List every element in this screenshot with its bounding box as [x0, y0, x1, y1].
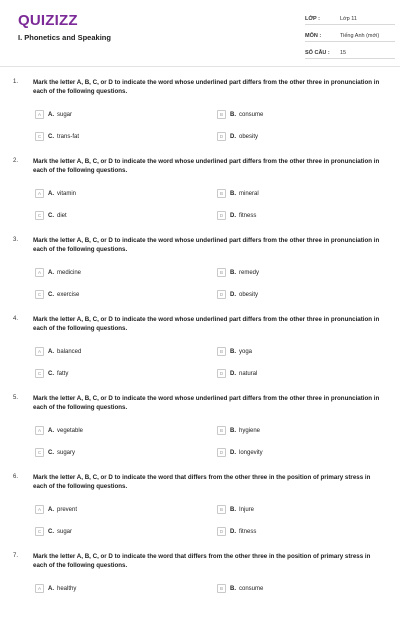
option-box: D [217, 369, 226, 378]
option-c[interactable] [35, 290, 79, 299]
option-letter: C. [48, 449, 54, 456]
option-b[interactable] [217, 189, 259, 198]
question-1 [0, 77, 400, 156]
option-letter: D. [230, 133, 236, 140]
question-text: Mark the letter A, B, C, or D to indicate the word whose underlined part differs from the other three in pronunciation in each of the following questions. [33, 395, 380, 411]
option-a[interactable] [35, 189, 76, 198]
option-letter: A. [48, 348, 54, 355]
option-a[interactable] [35, 426, 83, 435]
option-a[interactable] [35, 268, 81, 277]
option-letter: D. [230, 528, 236, 535]
meta-label: MÔN : [305, 33, 322, 39]
option-c[interactable] [35, 448, 75, 457]
option-box: C [35, 211, 44, 220]
option-c[interactable] [35, 211, 67, 220]
option-d[interactable] [217, 527, 256, 536]
question-5 [0, 393, 400, 472]
option-text: obesity [239, 133, 259, 140]
option-text: sugary [57, 449, 76, 456]
question-number: 7. [13, 553, 19, 559]
option-letter: A. [48, 190, 54, 197]
option-text: yoga [239, 348, 253, 355]
option-d[interactable] [217, 369, 257, 378]
question-2 [0, 156, 400, 235]
option-text: vegetable [57, 427, 84, 434]
worksheet-meta [305, 14, 395, 65]
option-box: A [35, 268, 44, 277]
header-divider [0, 66, 400, 67]
question-text: Mark the letter A, B, C, or D to indicate the word whose underlined part differs from the other three in pronunciation in each of the following questions. [33, 316, 380, 332]
option-letter: B. [230, 585, 236, 592]
option-text: Injure [239, 506, 255, 513]
option-box: B [217, 505, 226, 514]
question-3 [0, 235, 400, 314]
question-6 [0, 472, 400, 551]
question-text: Mark the letter A, B, C, or D to indicate the word whose underlined part differs from the other three in pronunciation in each of the following questions. [33, 79, 380, 95]
option-box: D [217, 211, 226, 220]
question-number: 2. [13, 158, 19, 164]
option-box: D [217, 290, 226, 299]
option-letter: C. [48, 528, 54, 535]
meta-row-question-count [305, 48, 395, 59]
question-number: 4. [13, 316, 19, 322]
option-text: medicine [57, 269, 82, 276]
question-7 [0, 551, 400, 630]
option-b[interactable] [217, 584, 263, 593]
option-box: A [35, 426, 44, 435]
option-letter: C. [48, 212, 54, 219]
option-letter: D. [230, 212, 236, 219]
option-letter: C. [48, 370, 54, 377]
option-text: fitness [239, 212, 257, 219]
option-box: B [217, 268, 226, 277]
option-box: B [217, 347, 226, 356]
question-number: 6. [13, 474, 19, 480]
question-text: Mark the letter A, B, C, or D to indicate the word that differs from the other three in the position of primary stress in each of the following questions. [33, 474, 371, 490]
question-number: 5. [13, 395, 19, 401]
option-text: healthy [57, 585, 77, 592]
question-number: 1. [13, 79, 19, 85]
option-box: A [35, 189, 44, 198]
option-box: B [217, 110, 226, 119]
option-b[interactable] [217, 505, 254, 514]
option-letter: D. [230, 291, 236, 298]
option-text: balanced [57, 348, 82, 355]
option-text: diet [57, 212, 67, 219]
option-c[interactable] [35, 527, 72, 536]
option-d[interactable] [217, 448, 263, 457]
question-list [0, 77, 400, 630]
option-a[interactable] [35, 584, 76, 593]
option-letter: A. [48, 269, 54, 276]
meta-row-subject [305, 31, 395, 42]
option-box: A [35, 505, 44, 514]
option-b[interactable] [217, 268, 259, 277]
option-letter: A. [48, 111, 54, 118]
option-box: D [217, 132, 226, 141]
option-a[interactable] [35, 505, 77, 514]
meta-label: SỐ CÂU : [305, 50, 330, 56]
option-box: C [35, 369, 44, 378]
option-letter: A. [48, 506, 54, 513]
meta-label: LỚP : [305, 16, 320, 22]
meta-value: Tiếng Anh (mới) [340, 33, 380, 39]
option-letter: B. [230, 348, 236, 355]
option-box: C [35, 290, 44, 299]
option-d[interactable] [217, 211, 256, 220]
option-text: sugar [57, 528, 73, 535]
quizizz-logo: QUIZIZZ [18, 12, 78, 29]
option-letter: A. [48, 427, 54, 434]
option-letter: B. [230, 427, 236, 434]
meta-value: Lớp 11 [340, 16, 357, 22]
question-number: 3. [13, 237, 19, 243]
option-box: B [217, 584, 226, 593]
question-4 [0, 314, 400, 393]
option-box: B [217, 426, 226, 435]
option-box: A [35, 347, 44, 356]
option-letter: D. [230, 449, 236, 456]
option-text: sugar [57, 111, 73, 118]
option-box: A [35, 110, 44, 119]
option-letter: B. [230, 269, 236, 276]
option-b[interactable] [217, 426, 260, 435]
option-letter: C. [48, 133, 54, 140]
option-box: D [217, 527, 226, 536]
option-text: obesity [239, 291, 259, 298]
option-text: prevent [57, 506, 78, 513]
option-box: B [217, 189, 226, 198]
question-text: Mark the letter A, B, C, or D to indicate the word that differs from the other three in the position of primary stress in each of the following questions. [33, 553, 371, 569]
option-letter: B. [230, 111, 236, 118]
option-d[interactable] [217, 132, 258, 141]
option-box: C [35, 527, 44, 536]
option-c[interactable] [35, 369, 68, 378]
option-box: D [217, 448, 226, 457]
question-text: Mark the letter A, B, C, or D to indicate the word whose underlined part differs from the other three in pronunciation in each of the following questions. [33, 237, 380, 253]
worksheet-title: I. Phonetics and Speaking [18, 33, 111, 42]
option-text: fitness [239, 528, 257, 535]
option-text: consume [239, 585, 264, 592]
option-text: fatty [57, 370, 69, 377]
option-a[interactable] [35, 347, 81, 356]
option-box: C [35, 132, 44, 141]
option-c[interactable] [35, 132, 79, 141]
meta-row-class [305, 14, 395, 25]
option-letter: D. [230, 370, 236, 377]
option-text: exercise [57, 291, 80, 298]
option-text: remedy [239, 269, 260, 276]
option-b[interactable] [217, 110, 263, 119]
option-letter: B. [230, 506, 236, 513]
option-letter: B. [230, 190, 236, 197]
option-box: C [35, 448, 44, 457]
option-d[interactable] [217, 290, 258, 299]
option-box: A [35, 584, 44, 593]
option-text: mineral [239, 190, 259, 197]
option-text: trans-fat [57, 133, 80, 140]
option-b[interactable] [217, 347, 252, 356]
option-text: longevity [239, 449, 263, 456]
option-text: vitamin [57, 190, 77, 197]
option-a[interactable] [35, 110, 72, 119]
option-text: natural [239, 370, 258, 377]
option-text: hygiene [239, 427, 261, 434]
option-letter: A. [48, 585, 54, 592]
question-text: Mark the letter A, B, C, or D to indicate the word whose underlined part differs from the other three in pronunciation in each of the following questions. [33, 158, 380, 174]
option-text: consume [239, 111, 264, 118]
meta-value: 15 [340, 50, 347, 56]
option-letter: C. [48, 291, 54, 298]
